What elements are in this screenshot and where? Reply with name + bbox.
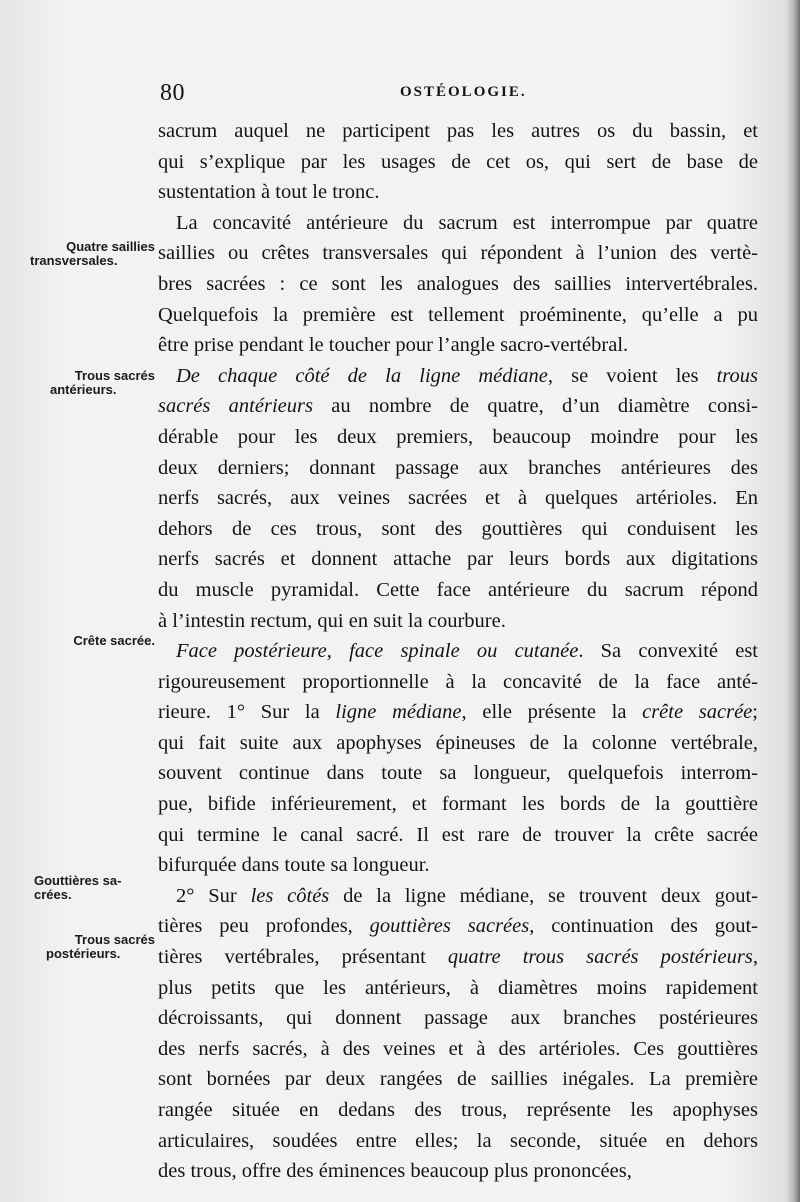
text-line [158, 728, 758, 759]
text-run: saillies ou crêtes transversales qui répondent à l’union des vertè- [158, 242, 758, 265]
italic-term: les côtés [250, 884, 330, 907]
text-run: bres sacrées : ce sont les analogues des saillies intervertébrales. [158, 272, 758, 295]
italic-term: gouttières sacrées [369, 915, 530, 938]
text-run: du muscle pyramidal. Cette face antérieure du sacrum répond [158, 578, 758, 601]
text-run: rieure. 1° Sur la [158, 701, 336, 724]
text-run: , continuation des gout- [529, 915, 758, 938]
text-run: bifurquée dans toute sa longueur. [158, 854, 430, 877]
text-run: tières peu profondes, [158, 915, 370, 938]
italic-term: crête sacrée [642, 701, 753, 724]
text-run: deux derniers; donnant passage aux branches antérieures des [158, 456, 758, 479]
text-run: articulaires, soudées entre elles; la seconde, située en dehors [158, 1129, 758, 1152]
sidenote-line: antérieurs. [50, 382, 117, 397]
text-line [158, 1064, 758, 1095]
text-line [158, 544, 758, 575]
sidenote-crete-sacree [30, 634, 155, 648]
text-line [158, 116, 758, 147]
sidenote-gouttieres-sacrees [34, 874, 159, 902]
running-head: OSTÉOLOGIE. [400, 84, 527, 100]
text-run: dehors de ces trous, sont des gouttières qui conduisent les [158, 517, 758, 540]
text-run: nerfs sacrés, aux veines sacrées et à quelques artérioles. En [158, 487, 758, 510]
text-run: être prise pendant le toucher pour l’angle sacro-vertébral. [158, 334, 629, 357]
sidenote-line: crées. [34, 887, 72, 902]
text-run: qui s’explique par les usages de cet os, qui sert de base de [158, 150, 758, 173]
text-run: de la ligne médiane, se trouvent deux gout- [329, 884, 758, 907]
text-line [158, 697, 758, 728]
text-line [158, 269, 758, 300]
text-run: La concavité antérieure du sacrum est interrompue par quatre [176, 211, 758, 234]
text-line [158, 1156, 758, 1187]
text-run: tières vertébrales, présentant [158, 946, 448, 969]
text-line [158, 514, 758, 545]
sidenote-trous-sacres-posterieurs [30, 933, 155, 961]
text-run: des trous, offre des éminences beaucoup plus prononcées, [158, 1160, 632, 1183]
text-line [158, 361, 758, 392]
text-run: souvent continue dans toute sa longueur, quelquefois interrom- [158, 762, 758, 785]
italic-term: ligne médiane [335, 701, 462, 724]
text-line [158, 820, 758, 851]
text-line [158, 208, 758, 239]
text-run: pue, bifide inférieurement, et formant les bords de la gouttière [158, 793, 758, 816]
sidenote-line: Trous sacrés [74, 932, 155, 947]
sidenote-trous-sacres-anterieurs [30, 369, 155, 397]
italic-term: Face postérieure, face spinale ou cutanée [176, 640, 579, 663]
text-line [158, 238, 758, 269]
text-line [158, 973, 758, 1004]
text-run: décroissants, qui donnent passage aux branches postérieures [158, 1007, 758, 1030]
text-line [158, 1095, 758, 1126]
text-run: au nombre de quatre, d’un diamètre consi- [312, 395, 758, 418]
text-run: , elle présente la [461, 701, 643, 724]
italic-term: quatre trous sacrés postérieurs [447, 946, 753, 969]
text-line [158, 606, 758, 637]
sidenote-line: Trous sacrés [74, 368, 155, 383]
sidenote-line: transversales. [30, 253, 118, 268]
text-line [158, 422, 758, 453]
text-line [158, 911, 758, 942]
text-line [158, 453, 758, 484]
text-run: ; [752, 701, 758, 724]
text-line [158, 1034, 758, 1065]
text-run: dérable pour les deux premiers, beaucoup moindre pour les [158, 425, 758, 448]
text-line [158, 177, 758, 208]
text-line [158, 789, 758, 820]
text-line [158, 147, 758, 178]
text-line [158, 483, 758, 514]
text-run: des nerfs sacrés, à des veines et à des artérioles. Ces gouttières [158, 1037, 758, 1060]
italic-term: sacrés antérieurs [158, 395, 313, 418]
sidenote-line: Gouttières sa- [34, 873, 122, 888]
page-number: 80 [160, 80, 185, 106]
text-line [158, 391, 758, 422]
text-line [158, 1126, 758, 1157]
text-run: rangée située en dedans des trous, représente les apophyses [158, 1099, 758, 1121]
sidenote-quatre-saillies [30, 240, 155, 268]
text-line [158, 881, 758, 912]
text-line [158, 300, 758, 331]
text-line [158, 667, 758, 698]
text-run: , se voient les [547, 364, 717, 387]
text-run: plus petits que les antérieurs, à diamètres moins rapidement [158, 976, 758, 999]
text-run: rigoureusement proportionnelle à la concavité de la face anté- [158, 670, 758, 693]
text-line [158, 758, 758, 789]
text-run: . Sa convexité est [578, 640, 758, 663]
body-text [158, 116, 758, 1187]
sidenote-line: Crête sacrée. [73, 633, 155, 648]
text-run: Quelquefois la première est tellement proéminente, qu’elle a pu [158, 303, 758, 326]
sidenote-line: postérieurs. [46, 946, 121, 961]
text-line [158, 575, 758, 606]
text-run: qui termine le canal sacré. Il est rare de trouver la crête sacrée [158, 823, 758, 846]
text-line [158, 850, 758, 881]
text-run: 2° Sur [176, 884, 251, 907]
text-run: à l’intestin rectum, qui en suit la courbure. [158, 609, 506, 632]
text-run: qui fait suite aux apophyses épineuses de la colonne vertébrale, [158, 731, 758, 754]
text-line [158, 942, 758, 973]
text-run: nerfs sacrés et donnent attache par leurs bords aux digitations [158, 548, 758, 571]
text-run: sustentation à tout le tronc. [158, 181, 380, 204]
text-run: sacrum auquel ne participent pas les autres os du bassin, et [158, 120, 758, 142]
page-edge-shadow [786, 0, 800, 1202]
italic-term: De chaque côté de la ligne médiane [176, 364, 548, 387]
sidenote-line: Quatre saillies [66, 239, 155, 254]
italic-term: trous [716, 364, 758, 387]
text-line [158, 1003, 758, 1034]
text-line [158, 636, 758, 667]
text-run: sont bornées par deux rangées de saillies inégales. La première [158, 1068, 758, 1091]
text-run: , [752, 946, 758, 969]
text-line [158, 330, 758, 361]
